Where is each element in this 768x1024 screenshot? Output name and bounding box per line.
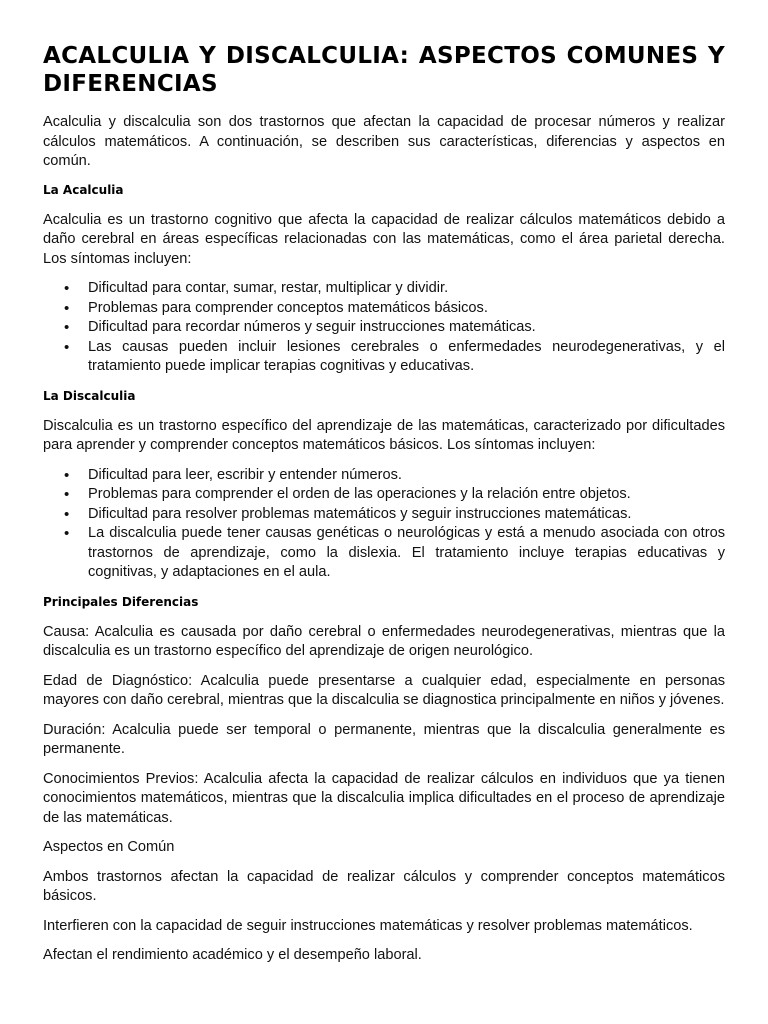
acalculia-symptom-list bbox=[43, 279, 725, 377]
list-item: • La discalculia puede tener causas genéticas o neurológicas y está a menudo asociada con otros trastornos de aprendizaje, como la dislexia. El tratamiento incluye terapias educativas y cognitivas, y adaptaciones en el aula. bbox=[88, 524, 725, 583]
intro-paragraph: Acalculia y discalculia son dos trastornos que afectan la capacidad de procesar números y realizar cálculos matemáticos. A continuación, se describen sus características, diferencias y aspectos en común. bbox=[43, 114, 725, 169]
acalculia-heading: La Acalculia bbox=[43, 182, 124, 197]
list-item: • Las causas pueden incluir lesiones cerebrales o enfermedades neurodegenerativas, y el tratamiento puede implicar terapias cognitivas y educativas. bbox=[88, 338, 725, 377]
list-item: • Dificultad para contar, sumar, restar, multiplicar y dividir. bbox=[88, 279, 725, 299]
common-paragraph: Afectan el rendimiento académico y el desempeño laboral. bbox=[43, 947, 422, 963]
common-heading: Aspectos en Común bbox=[43, 839, 175, 855]
list-item: • Problemas para comprender el orden de las operaciones y la relación entre objetos. bbox=[88, 485, 725, 505]
difference-cause: Causa: Acalculia es causada por daño cerebral o enfermedades neurodegenerativas, mientras que la discalculia es un trastorno específico del aprendizaje de origen neurológico. bbox=[43, 623, 725, 659]
document-title: ACALCULIA Y DISCALCULIA: ASPECTOS COMUNES Y DIFERENCIAS bbox=[43, 43, 725, 97]
discalculia-heading: La Discalculia bbox=[43, 388, 136, 403]
difference-duration: Duración: Acalculia puede ser temporal o permanente, mientras que la discalculia generalmente es permanente. bbox=[43, 721, 725, 757]
differences-heading: Principales Diferencias bbox=[43, 594, 199, 609]
difference-diagnosis-age: Edad de Diagnóstico: Acalculia puede presentarse a cualquier edad, especialmente en personas mayores con daño cerebral, mientras que la discalculia se diagnostica principalmente en niños y jóvenes. bbox=[43, 672, 725, 708]
list-item: • Problemas para comprender conceptos matemáticos básicos. bbox=[88, 299, 725, 319]
common-paragraph: Ambos trastornos afectan la capacidad de realizar cálculos y comprender conceptos matemáticos básicos. bbox=[43, 868, 725, 904]
acalculia-paragraph: Acalculia es un trastorno cognitivo que afecta la capacidad de realizar cálculos matemáticos debido a daño cerebral en áreas específicas relacionadas con las matemáticas, como el área parietal derecha. Los síntomas incluyen: bbox=[43, 211, 725, 267]
discalculia-symptom-list bbox=[43, 466, 725, 583]
difference-prior-knowledge: Conocimientos Previos: Acalculia afecta la capacidad de realizar cálculos en individuos que ya tienen conocimientos matemáticos, mientras que la discalculia implica dificultades en el proceso de aprendizaje de las matemáticas. bbox=[43, 770, 725, 826]
common-paragraph: Interfieren con la capacidad de seguir instrucciones matemáticas y resolver problemas matemáticos. bbox=[43, 917, 693, 934]
discalculia-paragraph: Discalculia es un trastorno específico del aprendizaje de las matemáticas, caracterizado por dificultades para aprender y comprender conceptos matemáticos básicos. Los síntomas incluyen: bbox=[43, 417, 725, 453]
list-item: • Dificultad para resolver problemas matemáticos y seguir instrucciones matemáticas. bbox=[88, 505, 725, 525]
list-item: • Dificultad para recordar números y seguir instrucciones matemáticas. bbox=[88, 318, 725, 338]
document-page bbox=[43, 42, 725, 976]
list-item: • Dificultad para leer, escribir y entender números. bbox=[88, 466, 725, 486]
